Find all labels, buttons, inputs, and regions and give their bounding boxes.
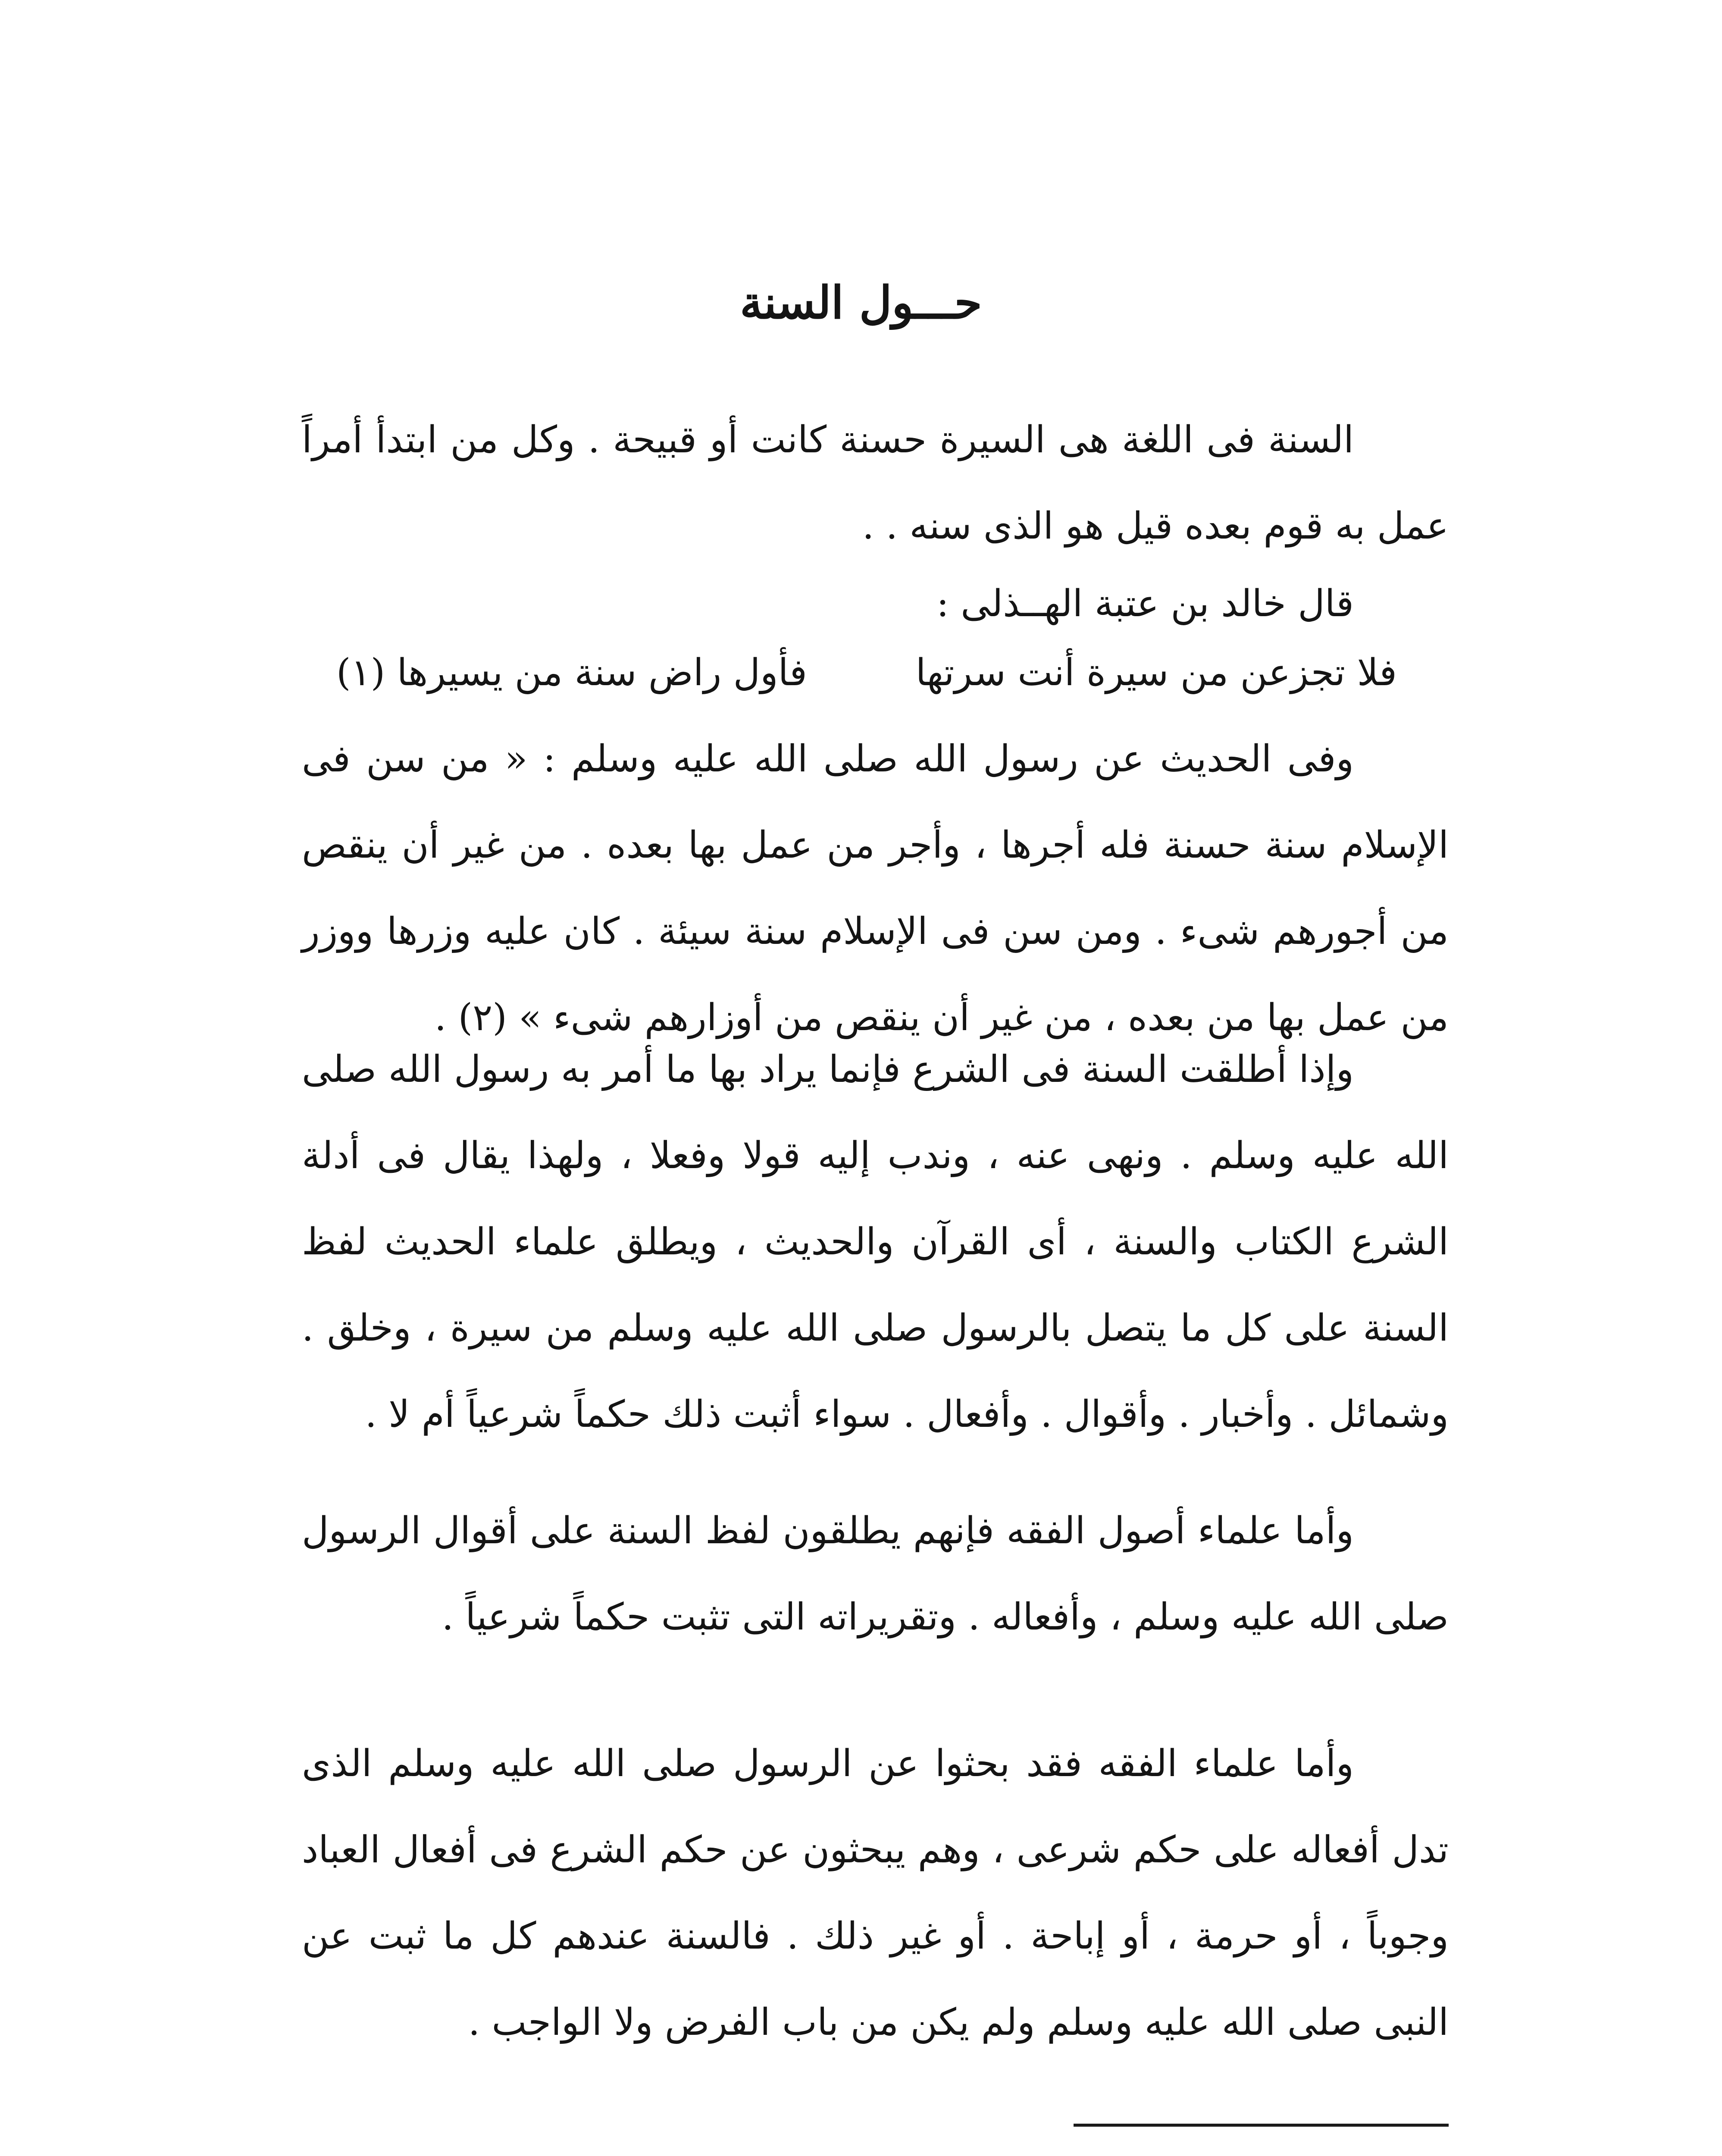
footnote-1 bbox=[302, 2150, 1410, 2156]
body-paragraph-1 bbox=[302, 397, 1449, 569]
page-title: حـــول السنة bbox=[740, 276, 982, 329]
verse-second-hemistich: فأول راض سنة من يسيرها (١) bbox=[336, 651, 807, 694]
paragraph-text: وأما علماء الفقه فقد بحثوا عن الرسول صلى الله عليه وسلم الذى تدل أفعاله على حكم شرعى ، وهم يبحثون عن حكم الشرع فى أفعال العباد وجوباً ، أو حرمة ، أو إباحة . أو غير ذلك . فالسنة عندهم كل ما ثبت عن النبى صلى الله عليه وسلم ولم يكن من باب الفرض ولا الواجب . bbox=[302, 1742, 1449, 2044]
footnotes bbox=[302, 2150, 1449, 2156]
paragraph-text: وأما علماء أصول الفقه فإنهم يطلقون لفظ السنة على أقوال الرسول صلى الله عليه وسلم ، وأفعاله . وتقريراته التى تثبت حكماً شرعياً . bbox=[302, 1509, 1449, 1639]
body-paragraph-2 bbox=[302, 716, 1449, 1061]
paragraph-text: وفى الحديث عن رسول الله صلى الله عليه وسلم : « من سن فى الإسلام سنة حسنة فله أجرها ، وأجر من عمل بها بعده . من غير أن ينقص من أجورهم شىء . ومن سن فى الإسلام سنة سيئة . كان عليه وزرها ووزر من عمل بها من بعده ، من غير أن ينقص من أوزارهم شىء » (٢) . bbox=[302, 737, 1449, 1039]
poem-attribution: قال خالد بن عتبة الهــذلى : bbox=[936, 582, 1354, 625]
poem-verse bbox=[302, 630, 1449, 716]
paragraph-text: وإذا أطلقت السنة فى الشرع فإنما يراد بها ما أمر به رسول الله صلى الله عليه وسلم . ونهى عنه ، وندب إليه قولا وفعلا ، ولهذا يقال فى أدلة الشرع الكتاب والسنة ، أى القرآن والحديث ، ويطلق علماء الحديث لفظ السنة على كل ما يتصل بالرسول صلى الله عليه وسلم من سيرة ، وخلق . وشمائل . وأخبار . وأقوال . وأفعال . سواء أثبت ذلك حكماً شرعياً أم لا . bbox=[302, 1048, 1449, 1436]
body-paragraph-4 bbox=[302, 1488, 1449, 1660]
footnote-divider bbox=[1074, 2124, 1449, 2127]
paragraph-text: السنة فى اللغة هى السيرة حسنة كانت أو قبيحة . وكل من ابتدأ أمراً عمل به قوم بعده قيل هو الذى سنه . . bbox=[302, 418, 1449, 548]
body-paragraph-5 bbox=[302, 1720, 1449, 2065]
verse-first-hemistich: فلا تجزعن من سيرة أنت سرتها bbox=[915, 651, 1397, 694]
body-paragraph-3 bbox=[302, 1026, 1449, 1457]
